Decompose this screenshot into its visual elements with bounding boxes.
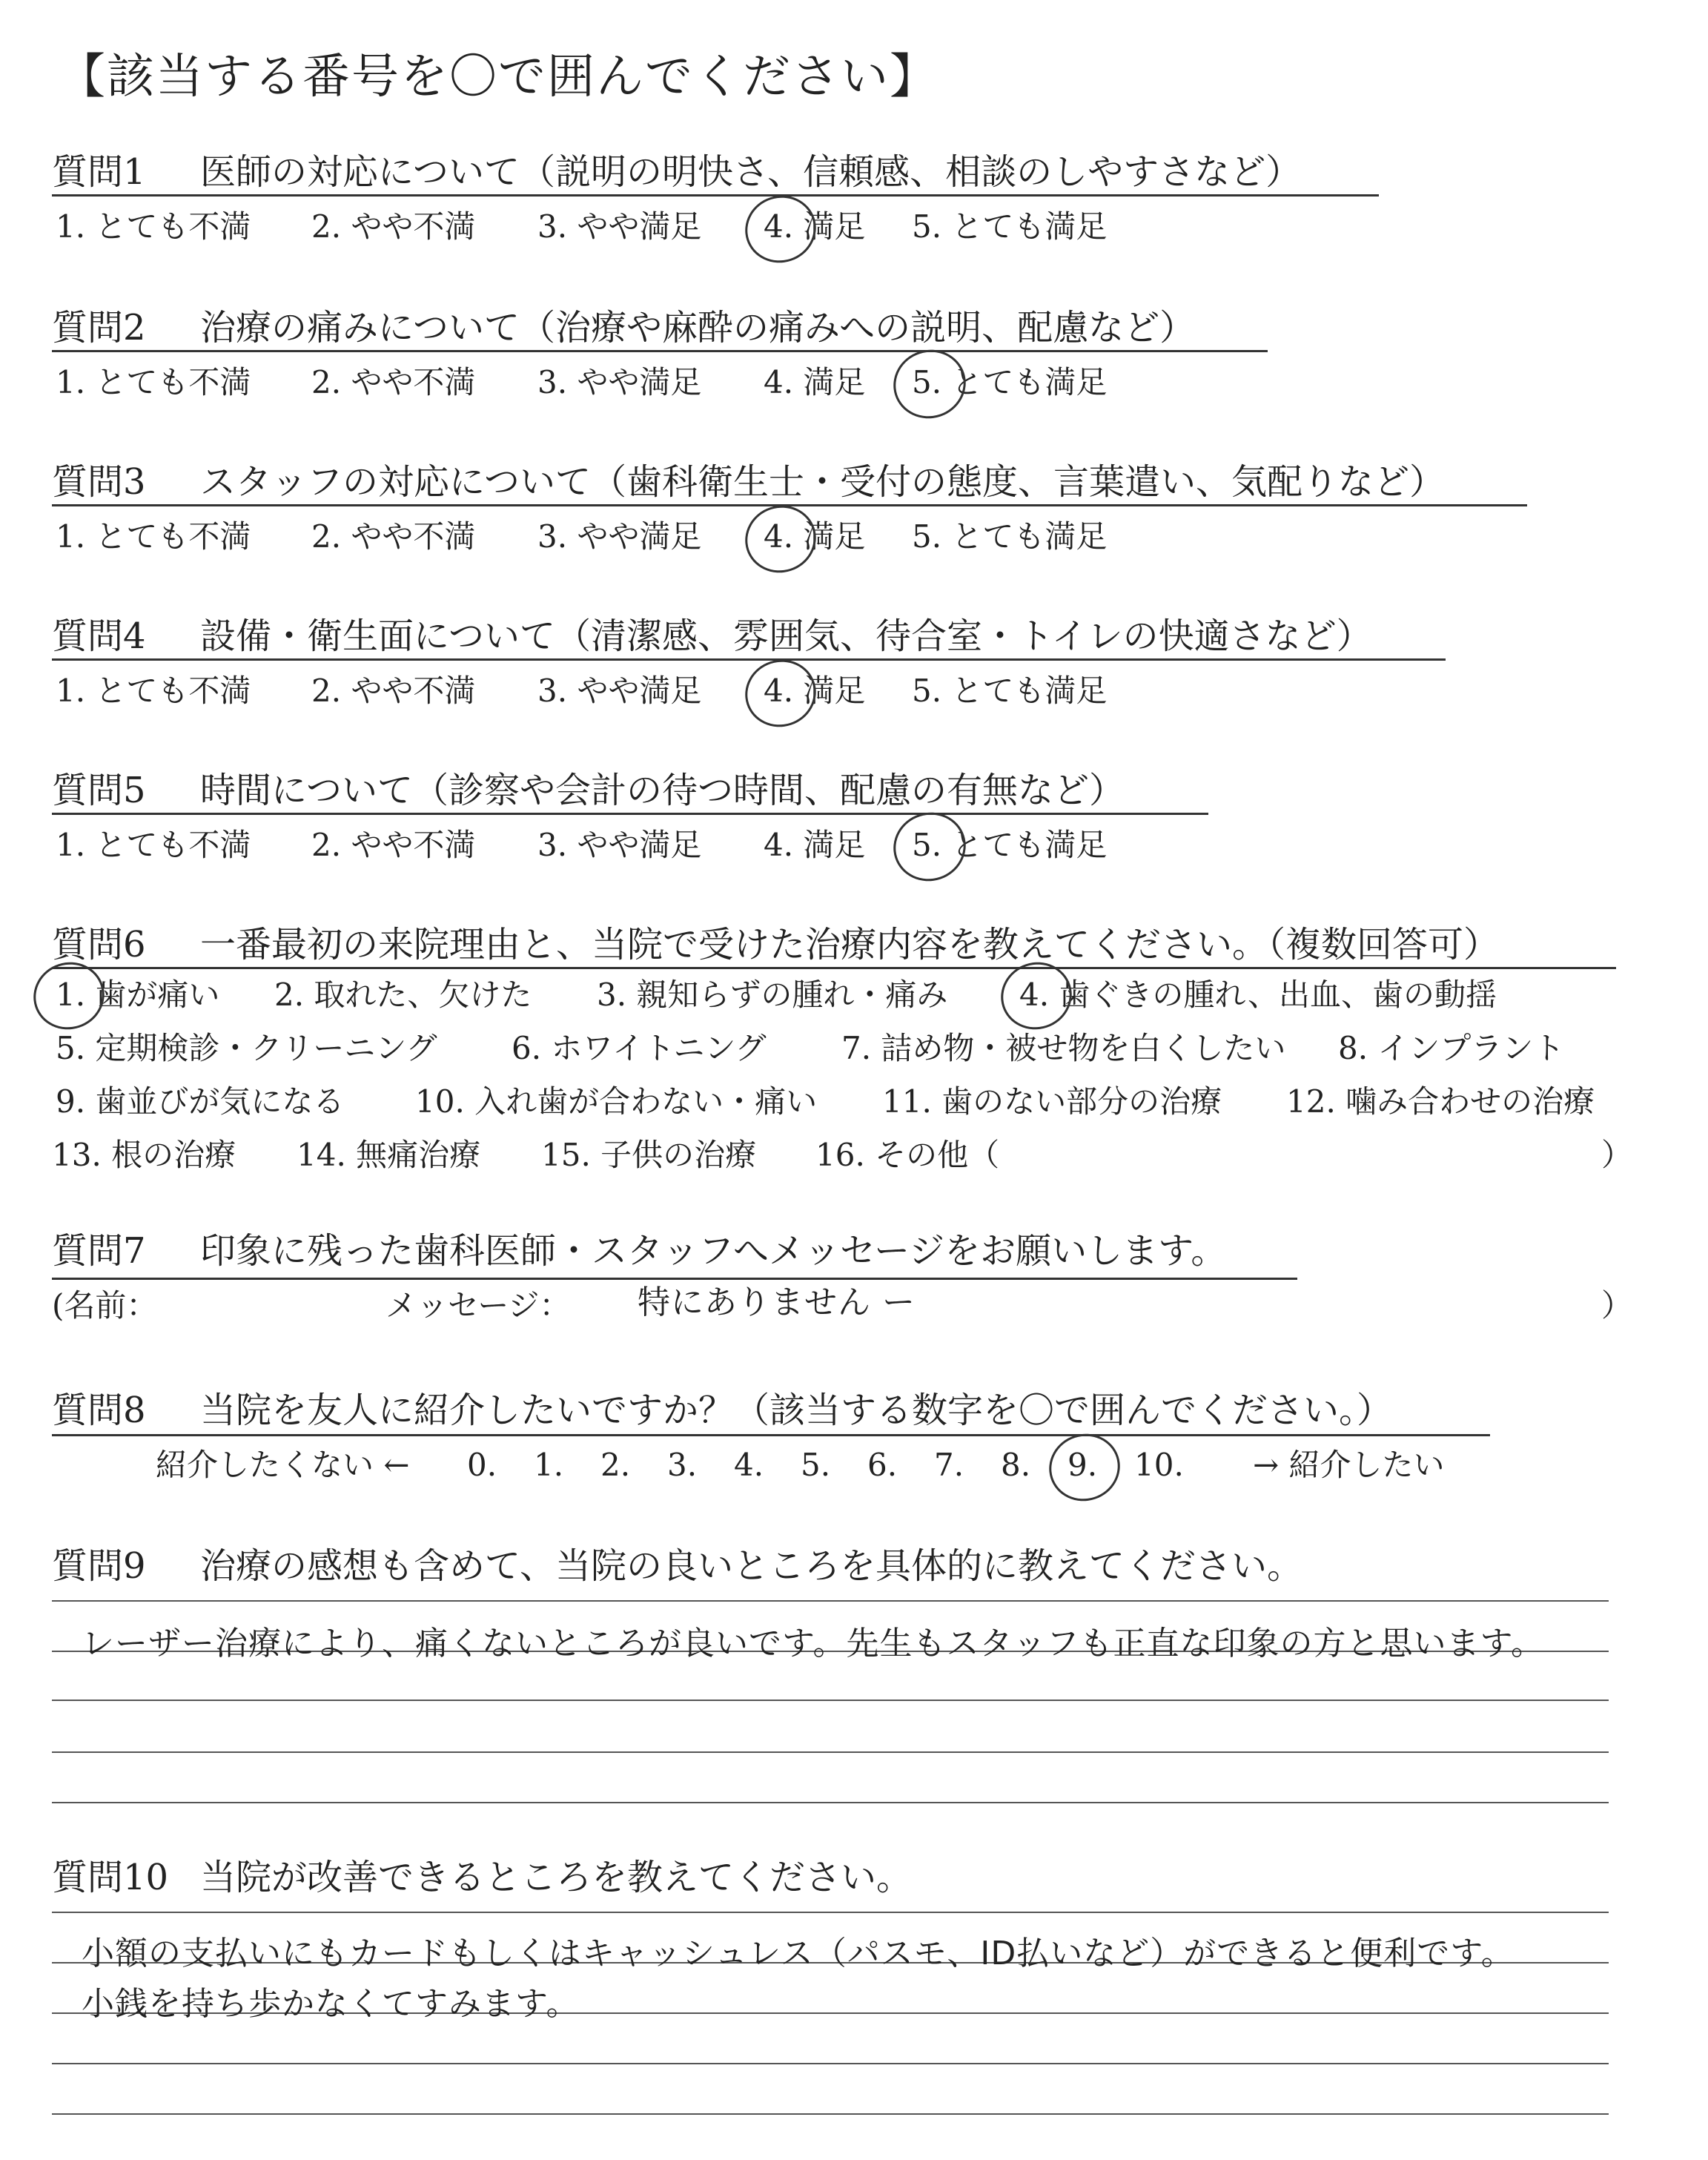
q1-option-5[interactable]: 5. とても満足 <box>912 208 1108 245</box>
q8-scale-4[interactable]: 4. <box>734 1447 764 1483</box>
q8-underline <box>52 1434 1490 1436</box>
q8-left-label: 紹介したくない ← <box>156 1447 410 1483</box>
q8-scale-10[interactable]: 10. <box>1134 1447 1184 1483</box>
q6-option-6[interactable]: 6. ホワイトニング <box>512 1030 767 1066</box>
q4-label: 質問4 <box>52 615 146 657</box>
q6-option-11[interactable]: 11. 歯のない部分の治療 <box>882 1083 1222 1120</box>
q4-option-5[interactable]: 5. とても満足 <box>912 673 1108 709</box>
q5-option-1[interactable]: 1. とても不満 <box>56 827 251 863</box>
q3-option-2[interactable]: 2. やや不満 <box>311 518 476 555</box>
question-3 <box>52 458 1646 555</box>
q1-option-1[interactable]: 1. とても不満 <box>56 208 251 245</box>
q8-scale-7[interactable]: 7. <box>934 1447 964 1483</box>
q1-underline <box>52 194 1379 196</box>
q10-text: 当院が改善できるところを教えてください。 <box>200 1857 913 1898</box>
q8-text: 当院を友人に紹介したいですか？（該当する数字を〇で囲んでください。） <box>200 1390 1393 1431</box>
q3-text: スタッフの対応について（歯科衛生士・受付の態度、言葉遣い、気配りなど） <box>200 461 1446 503</box>
q2-underline <box>52 350 1268 352</box>
q5-option-5[interactable]: 5. とても満足 <box>912 827 1108 863</box>
q6-option-15[interactable]: 15. 子供の治療 <box>541 1137 757 1173</box>
q2-option-5[interactable]: 5. とても満足 <box>912 364 1108 400</box>
q9-ruled-line-1 <box>52 1600 1609 1602</box>
question-5 <box>52 767 1646 863</box>
q8-label: 質問8 <box>52 1390 146 1431</box>
q7-label: 質問7 <box>52 1230 146 1272</box>
q9-ruled-line-4 <box>52 1751 1609 1753</box>
q8-scale-8[interactable]: 8. <box>1001 1447 1031 1483</box>
q8-scale-0[interactable]: 0. <box>467 1447 497 1483</box>
q8-scale-5[interactable]: 5. <box>801 1447 831 1483</box>
question-9 <box>52 1542 1646 1590</box>
q1-text: 医師の対応について（説明の明快さ、信頼感、相談のしやすさなど） <box>200 151 1302 193</box>
q5-option-2[interactable]: 2. やや不満 <box>311 827 476 863</box>
q1-selection-circle <box>736 186 824 271</box>
question-7 <box>52 1227 1646 1324</box>
q4-option-2[interactable]: 2. やや不満 <box>311 673 476 709</box>
q9-answer[interactable]: レーザー治療により、痛くないところが良いです。先生もスタッフも正直な印象の方と思います。 <box>82 1625 1544 1662</box>
q5-label: 質問5 <box>52 770 146 811</box>
q10-label: 質問10 <box>52 1857 169 1898</box>
q2-label: 質問2 <box>52 307 146 349</box>
q10-answer-line-1[interactable]: 小額の支払いにもカードもしくはキャッシュレス（パスモ、ID払いなど）ができると便利です。 <box>82 1935 1515 1972</box>
q7-underline <box>52 1278 1297 1280</box>
q2-option-3[interactable]: 3. やや満足 <box>537 364 702 400</box>
question-2 <box>52 304 1646 400</box>
q3-option-1[interactable]: 1. とても不満 <box>56 518 251 555</box>
q8-scale-2[interactable]: 2. <box>600 1447 631 1483</box>
q5-underline <box>52 813 1208 815</box>
q6-option-14[interactable]: 14. 無痛治療 <box>297 1137 481 1173</box>
q6-option-13[interactable]: 13. 根の治療 <box>52 1137 236 1173</box>
q8-scale-6[interactable]: 6. <box>867 1447 898 1483</box>
q1-option-2[interactable]: 2. やや不満 <box>311 208 476 245</box>
q6-option-7[interactable]: 7. 詰め物・被せ物を白くしたい <box>841 1030 1286 1066</box>
q6-option-5[interactable]: 5. 定期検診・クリーニング <box>56 1030 437 1066</box>
q4-underline <box>52 658 1446 661</box>
q3-selection-circle <box>736 496 824 581</box>
q8-selection-circle <box>1040 1424 1128 1510</box>
q10-ruled-line-4 <box>52 2063 1609 2064</box>
q7-name-label: (名前： <box>52 1287 158 1324</box>
q10-answer-line-2[interactable]: 小銭を持ち歩かなくてすみます。 <box>82 1985 580 2023</box>
q5-selection-circle <box>884 803 975 891</box>
q6-option-3[interactable]: 3. 親知らずの腫れ・痛み <box>597 977 948 1013</box>
q6-option-9[interactable]: 9. 歯並びが気になる <box>56 1083 345 1120</box>
q5-option-3[interactable]: 3. やや満足 <box>537 827 702 863</box>
page-title: 【該当する番号を〇で囲んでください】 <box>58 50 939 105</box>
q6-option-10[interactable]: 10. 入れ歯が合わない・痛い <box>415 1083 818 1120</box>
q3-label: 質問3 <box>52 461 146 503</box>
q4-option-3[interactable]: 3. やや満足 <box>537 673 702 709</box>
q5-option-4[interactable]: 4. 満足 <box>764 827 866 863</box>
q8-scale-3[interactable]: 3. <box>667 1447 698 1483</box>
q10-ruled-line-1 <box>52 1912 1609 1913</box>
q6-other-close-paren: ） <box>1601 1137 1633 1173</box>
q2-option-2[interactable]: 2. やや不満 <box>311 364 476 400</box>
q3-option-3[interactable]: 3. やや満足 <box>537 518 702 555</box>
q7-message-value[interactable]: 特にありません ー <box>638 1284 916 1321</box>
question-8 <box>52 1387 1646 1483</box>
q2-text: 治療の痛みについて（治療や麻酔の痛みへの説明、配慮など） <box>200 307 1196 349</box>
q3-option-5[interactable]: 5. とても満足 <box>912 518 1108 555</box>
q6-label: 質問6 <box>52 924 146 965</box>
q9-text: 治療の感想も含めて、当院の良いところを具体的に教えてください。 <box>200 1545 1303 1587</box>
question-4 <box>52 612 1646 709</box>
q4-text: 設備・衛生面について（清潔感、雰囲気、待合室・トイレの快適さなど） <box>200 615 1372 657</box>
q2-option-1[interactable]: 1. とても不満 <box>56 364 251 400</box>
q4-selection-circle <box>736 650 824 736</box>
q7-text: 印象に残った歯科医師・スタッフへメッセージをお願いします。 <box>200 1230 1227 1272</box>
q6-underline <box>52 967 1616 969</box>
q4-option-4[interactable]: 4. 満足 <box>764 673 866 709</box>
q2-option-4[interactable]: 4. 満足 <box>764 364 866 400</box>
q6-option-8[interactable]: 8. インプラント <box>1338 1030 1565 1066</box>
q7-message-label: メッセージ： <box>385 1287 571 1324</box>
q6-option-4[interactable]: 4. 歯ぐきの腫れ、出血、歯の動揺 <box>1019 977 1497 1013</box>
q6-option-1[interactable]: 1. 歯が痛い <box>56 977 220 1013</box>
q8-scale-9[interactable]: 9. <box>1068 1447 1098 1483</box>
question-1 <box>52 148 1646 245</box>
q2-selection-circle <box>884 340 975 428</box>
q8-scale-1[interactable]: 1. <box>534 1447 564 1483</box>
q5-text: 時間について（診察や会計の待つ時間、配慮の有無など） <box>200 770 1125 811</box>
q9-ruled-line-5 <box>52 1802 1609 1803</box>
q10-ruled-line-5 <box>52 2113 1609 2115</box>
q3-option-4[interactable]: 4. 満足 <box>764 518 866 555</box>
q1-option-4[interactable]: 4. 満足 <box>764 208 866 245</box>
question-6 <box>52 921 1646 1173</box>
q9-ruled-line-3 <box>52 1700 1609 1701</box>
q1-label: 質問1 <box>52 151 146 193</box>
q6-text: 一番最初の来院理由と、当院で受けた治療内容を教えてください。（複数回答可） <box>200 924 1500 965</box>
q6-option-12[interactable]: 12. 噛み合わせの治療 <box>1286 1083 1595 1120</box>
q1-option-3[interactable]: 3. やや満足 <box>537 208 702 245</box>
q6-option-2[interactable]: 2. 取れた、欠けた <box>274 977 532 1013</box>
q4-option-1[interactable]: 1. とても不満 <box>56 673 251 709</box>
question-10 <box>52 1854 1646 1901</box>
q6-option-16[interactable]: 16. その他（ <box>815 1137 1000 1173</box>
q7-close-paren: ） <box>1601 1287 1633 1324</box>
q9-label: 質問9 <box>52 1545 146 1587</box>
q8-right-label: → 紹介したい <box>1253 1447 1445 1483</box>
